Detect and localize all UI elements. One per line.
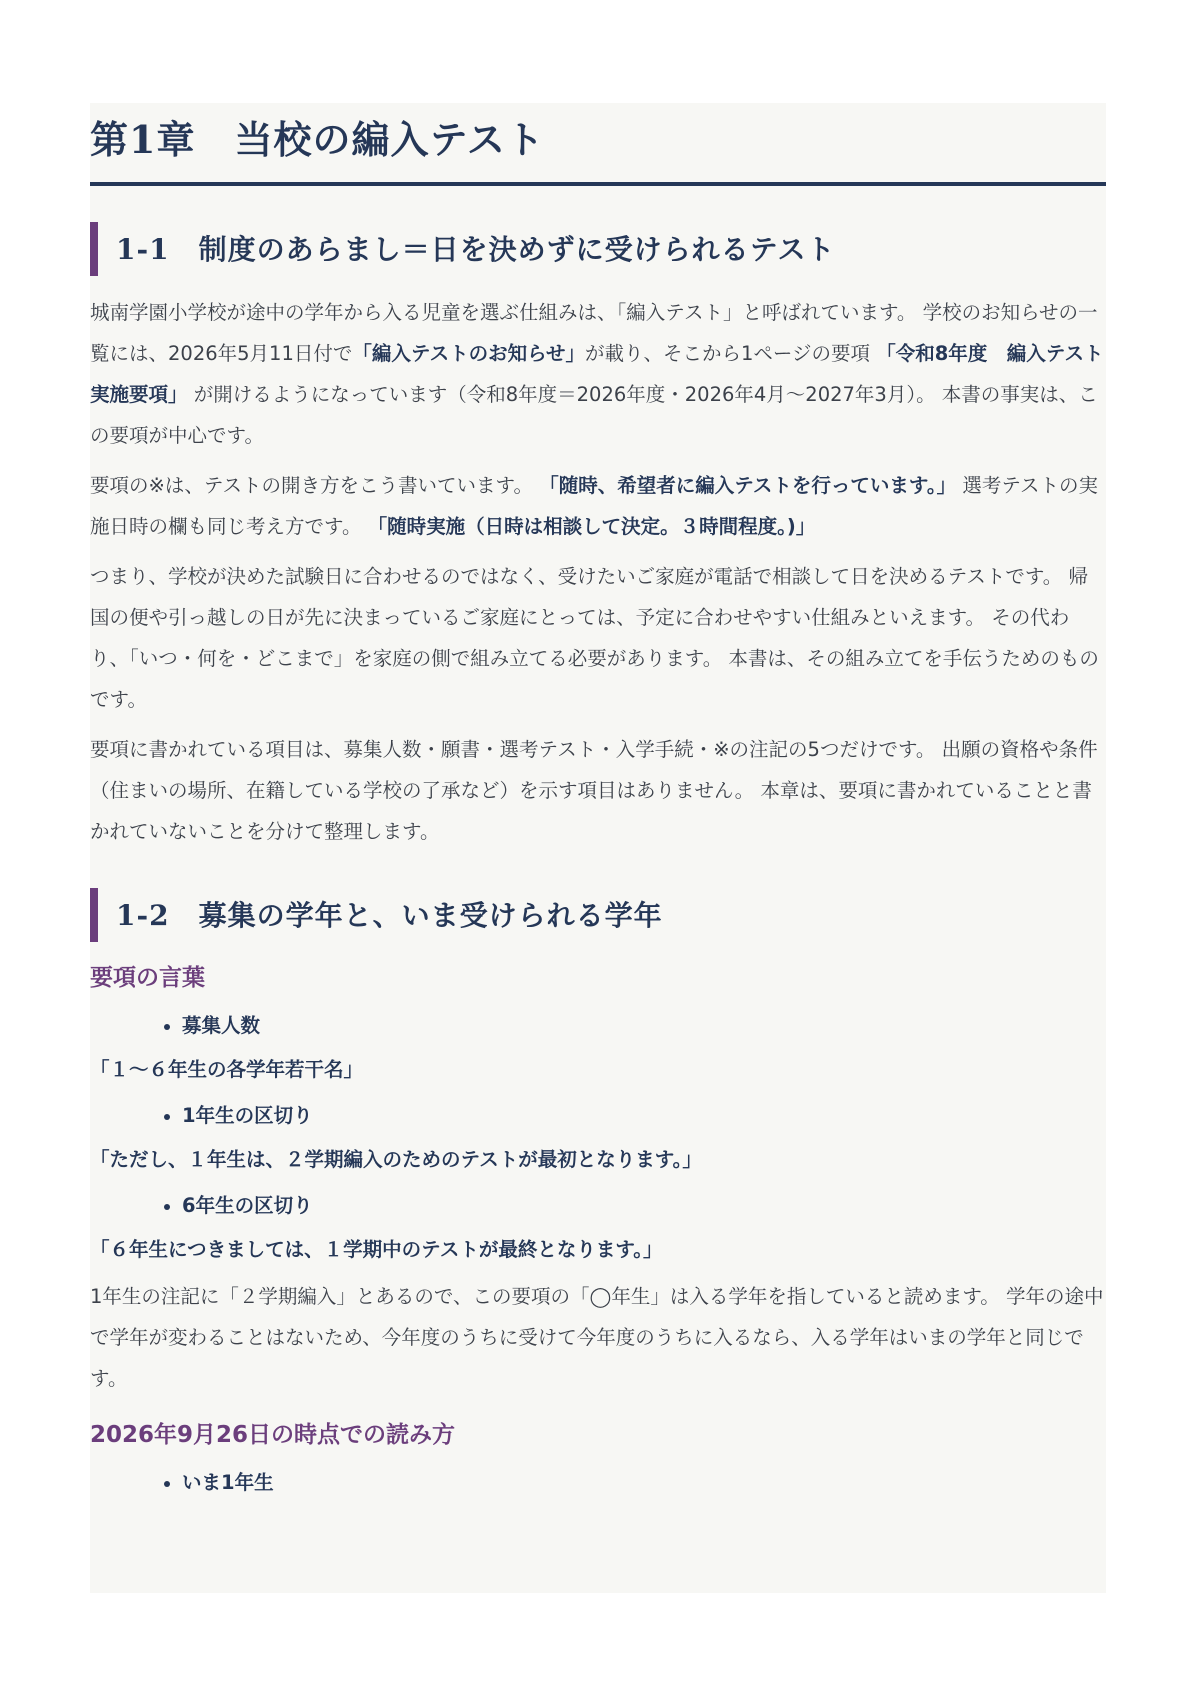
subheading-reading-as-of-date: 2026年9月26日の時点での読み方 [90, 1422, 456, 1448]
section-1-2-paragraph-1: 1年生の注記に「２学期編入」とあるので、この要項の「◯年生」は入る学年を指していると読めます。 学年の途中で学年が変わることはないため、今年度のうちに受けて今年度のうちに入るなら、入る学年はいまの学年と同じです。 [90, 1285, 1104, 1390]
term-list [90, 1006, 1106, 1046]
guideline-quote: 「１〜６年生の各学年若干名」 [90, 1058, 364, 1081]
section-1-2-title: 1-2 募集の学年と、いま受けられる学年 [90, 888, 1106, 942]
paragraph-text: が載り、そこから1ページの要項 [585, 342, 871, 365]
list-item: いま1年生 [182, 1463, 1106, 1503]
paragraph-text: 城南学園小学校が途中の学年から入る児童を選ぶ仕組みは、「編入テスト」と呼ばれています。 学校のお知らせの一覧には、2026年5月11日付で [90, 301, 1098, 365]
guideline-title-highlight: 「令和8年度 編入テスト実施要項」 [90, 342, 1104, 406]
paragraph-text: 選考テストの実施日時の欄も同じ考え方です。 [90, 474, 1099, 538]
list-item: 6年生の区切り [182, 1186, 1106, 1226]
subheading-guideline-words: 要項の言葉 [90, 965, 205, 991]
term-list [90, 1463, 1106, 1503]
section-1-1-paragraph-4: 要項に書かれている項目は、募集人数・願書・選考テスト・入学手続・※の注記の5つだけです。 出願の資格や条件（住まいの場所、在籍している学校の了承など）を示す項目はありません。 本章は、要項に書かれていることと書かれていないことを分けて整理します。 [90, 738, 1098, 843]
paragraph-text: が開けるようになっています（令和8年度＝2026年度・2026年4月〜2027年3月）。 本書の事実は、この要項が中心です。 [90, 383, 1098, 447]
quote-highlight: 「随時、希望者に編入テストを行っています。」 [539, 474, 957, 497]
section-1-1-title: 1-1 制度のあらまし＝日を決めずに受けられるテスト [90, 222, 1106, 276]
section-1-1-paragraph-1 [90, 292, 1106, 456]
guideline-quote: 「６年生につきましては、１学期中のテストが最終となります。」 [90, 1238, 663, 1261]
section-1-1-paragraph-3: つまり、学校が決めた試験日に合わせるのではなく、受けたいご家庭が電話で相談して日を決めるテストです。 帰国の便や引っ越しの日が先に決まっているご家庭にとっては、予定に合わせやすい仕組みといえます。 その代わり、「いつ・何を・どこまで」を家庭の側で組み立てる必要があります。 本書は、その組み立てを手伝うためのものです。 [90, 565, 1099, 711]
list-item: 募集人数 [182, 1006, 1106, 1046]
notice-title-highlight: 「編入テストのお知らせ」 [352, 342, 585, 365]
paragraph-text: 要項の※は、テストの開き方をこう書いています。 [90, 474, 533, 497]
guideline-quote: 「ただし、１年生は、２学期編入のためのテストが最初となります。」 [90, 1148, 702, 1171]
document-page [90, 103, 1106, 1593]
list-item: 1年生の区切り [182, 1096, 1106, 1136]
term-list [90, 1186, 1106, 1226]
section-1-1-paragraph-2 [90, 465, 1106, 547]
quote-highlight: 「随時実施（日時は相談して決定。３時間程度。)」 [367, 515, 816, 538]
chapter-title: 第1章 当校の編入テスト [90, 103, 1106, 186]
term-list [90, 1096, 1106, 1136]
